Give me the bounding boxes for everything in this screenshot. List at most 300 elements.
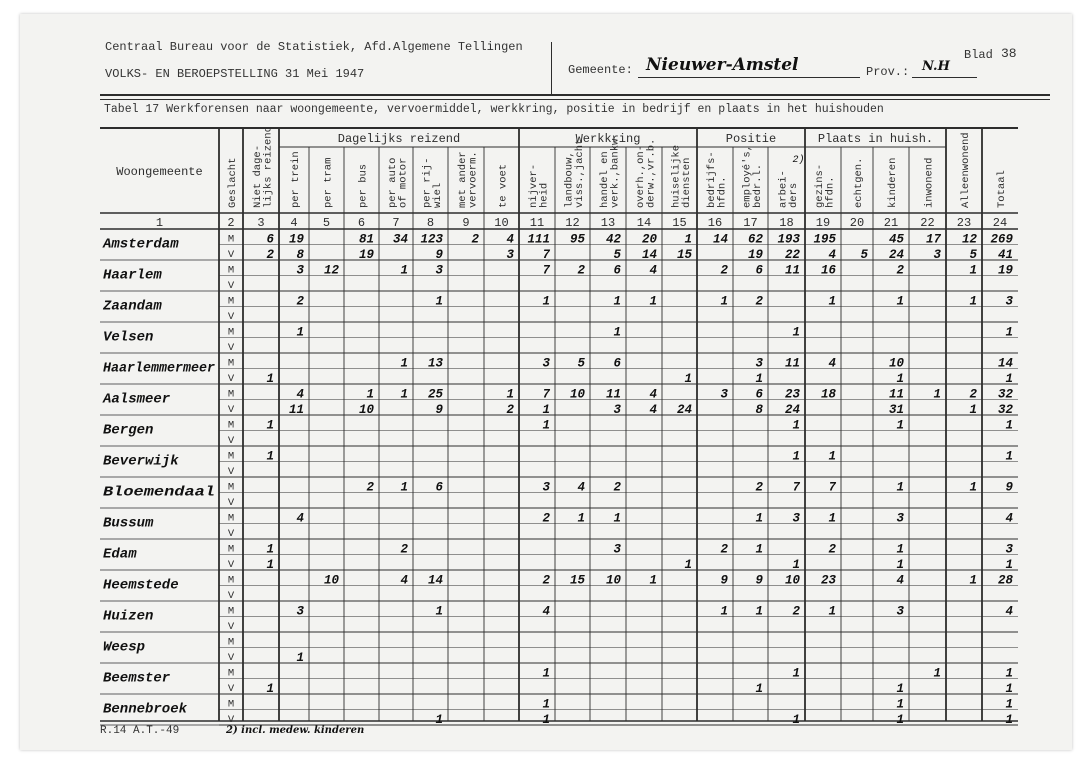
cell-4-m-col24: 14 [997,356,1013,371]
cell-9-m-col19: 1 [828,511,836,526]
cell-8-m-col24: 9 [1005,480,1013,495]
cell-0-v-col19: 4 [828,248,836,262]
column-number-15: 15 [672,216,687,230]
cell-4-v-col15: 1 [684,372,692,386]
column-header-7-line-1: per auto [386,157,399,208]
cell-0-v-col14: 14 [641,248,657,262]
cell-5-v-col15: 24 [676,403,692,417]
cell-4-m-col7: 1 [400,356,408,371]
column-number-2: 2 [227,216,235,230]
cell-8-m-col11: 3 [542,480,550,495]
form-code: R.14 A.T.-49 [100,725,180,737]
sex-label-m-3: M [227,326,235,339]
cell-10-v-col3: 1 [266,558,274,572]
sex-label-m-8: M [227,481,235,494]
cell-11-m-col5: 10 [323,573,339,588]
cell-5-v-col6: 10 [358,403,374,417]
cell-3-m-col4: 1 [296,325,304,340]
cell-1-m-col5: 12 [323,263,339,278]
cell-14-m-col18: 1 [792,666,800,681]
sex-label-m-15: M [227,698,235,711]
woongemeente-15: Bennebroek [103,701,188,718]
cell-4-m-col18: 11 [784,356,800,371]
cell-8-m-col7: 1 [400,480,408,495]
cell-11-m-col13: 10 [605,573,621,588]
cell-0-m-col4: 19 [288,232,304,247]
cell-11-m-col17: 9 [755,573,763,588]
cell-0-v-col13: 5 [613,248,621,262]
cell-11-m-col12: 15 [569,573,585,588]
cell-14-v-col24: 1 [1005,682,1013,696]
cell-2-m-col8: 1 [435,294,443,309]
column-header-18-line-2: ders [787,182,800,208]
cell-0-m-col22: 17 [925,232,941,247]
sex-label-m-2: M [227,295,235,308]
column-number-4: 4 [290,216,298,230]
cell-14-m-col22: 1 [933,666,941,681]
cell-11-m-col21: 4 [896,573,904,588]
cell-5-m-col17: 6 [755,387,763,402]
cell-5-m-col10: 1 [506,387,514,402]
cell-0-v-col23: 5 [969,248,977,262]
cell-10-m-col21: 1 [896,542,904,557]
cell-11-m-col19: 23 [820,573,836,588]
cell-0-m-col23: 12 [961,232,977,247]
cell-9-m-col18: 3 [792,511,800,526]
sex-label-m-1: M [227,264,235,277]
cell-12-m-col24: 4 [1005,604,1013,619]
cell-4-m-col13: 6 [613,356,621,371]
cell-5-m-col23: 2 [969,387,977,402]
cell-0-v-col21: 24 [888,248,904,262]
column-number-18: 18 [779,216,794,230]
cell-5-m-col13: 11 [605,387,621,402]
column-number-22: 22 [920,216,935,230]
prov-value: N.H [922,59,950,74]
cell-5-m-col16: 3 [720,387,728,402]
cell-0-m-col9: 2 [471,232,479,247]
cell-8-m-col6: 2 [366,480,374,495]
cell-11-m-col18: 10 [784,573,800,588]
cell-6-m-col18: 1 [792,418,800,433]
cell-2-m-col13: 1 [613,294,621,309]
column-header-7-line-2: of motor [397,157,410,208]
cell-0-v-col8: 9 [435,248,443,262]
sex-label-v-1: V [227,280,235,292]
group-label-werkkring: Werkkring [575,132,641,146]
sex-label-v-7: V [227,466,235,478]
cell-5-m-col19: 18 [820,387,836,402]
cell-5-v-col23: 1 [969,403,977,417]
blad-label: Blad [964,48,993,62]
woongemeente-7: Beverwijk [103,453,179,470]
column-header-19-line-1: gezins- [813,163,826,208]
cell-11-m-col7: 4 [400,573,408,588]
column-header-8-line-2: wiel [431,182,444,208]
cell-8-m-col19: 7 [828,480,836,495]
column-header-4-line-1: per trein [290,151,302,208]
cell-9-m-col11: 2 [542,511,550,526]
cell-5-v-col4: 11 [288,403,304,417]
sex-label-v-14: V [227,683,235,695]
cell-2-m-col23: 1 [969,294,977,309]
cell-10-m-col7: 2 [400,542,408,557]
cell-4-v-col3: 1 [266,372,274,386]
cell-1-m-col19: 16 [820,263,836,278]
cell-0-m-col12: 95 [569,232,585,247]
cell-10-m-col3: 1 [266,542,274,557]
cell-2-m-col19: 1 [828,294,836,309]
cell-1-m-col7: 1 [400,263,408,278]
cell-5-v-col21: 31 [888,403,904,417]
cell-12-m-col21: 3 [896,604,904,619]
column-header-18-mark: 2) [792,155,805,166]
column-header-15-line-2: diensten [680,157,693,208]
column-header-22-line-1: inwonend [923,157,936,208]
column-header-15-line-1: huiselijke [670,144,683,208]
sex-label-v-10: V [227,559,235,571]
sex-label-m-11: M [227,574,235,587]
cell-2-m-col14: 1 [649,294,657,309]
sex-label-v-8: V [227,497,235,509]
cell-8-m-col8: 6 [435,480,443,495]
column-number-5: 5 [322,216,331,230]
cell-1-m-col24: 19 [997,263,1013,278]
cell-15-v-col24: 1 [1005,713,1013,727]
cell-14-v-col21: 1 [896,682,904,696]
cell-10-m-col13: 3 [613,542,621,557]
sex-label-m-9: M [227,512,235,525]
sex-label-m-7: M [227,450,235,463]
cell-15-m-col11: 1 [542,697,550,712]
census-title: VOLKS- EN BEROEPSTELLING 31 Mei 1947 [105,67,365,81]
cell-10-v-col24: 1 [1005,558,1013,572]
group-label-plaats: Plaats in huish. [817,132,934,146]
cell-11-m-col11: 2 [542,573,550,588]
sex-label-m-13: M [227,636,235,649]
woongemeente-6: Bergen [103,422,154,439]
column-header-10-line-1: te voet [497,163,510,208]
cell-7-m-col24: 1 [1005,449,1013,464]
column-number-21: 21 [883,216,899,230]
column-number-6: 6 [357,216,366,230]
column-header-9-line-2: vervoerm. [467,151,480,208]
column-number-23: 23 [956,216,972,230]
woongemeente-10: Edam [103,546,137,563]
sex-label-v-2: V [227,311,235,323]
cell-0-m-col18: 193 [777,232,800,247]
cell-12-m-col16: 1 [720,604,728,619]
column-header-17-line-1: employé's, [741,144,754,208]
column-header-6-line-1: per bus [357,163,370,208]
column-header-14-line-1: overh.,on- [634,144,647,208]
sex-label-m-10: M [227,543,235,556]
cell-0-m-col19: 195 [813,232,836,247]
column-header-12-line-1: landbouw, [563,151,576,208]
cell-14-m-col24: 1 [1005,666,1013,681]
cell-0-v-col15: 15 [676,248,692,262]
cell-8-m-col17: 2 [755,480,763,495]
cell-9-m-col17: 1 [755,511,763,526]
woongemeente-11: Heemstede [103,577,179,594]
cell-3-m-col18: 1 [792,325,800,340]
cell-4-m-col11: 3 [542,356,550,371]
cell-12-m-col19: 1 [828,604,836,619]
cell-0-v-col17: 19 [747,248,763,262]
column-number-9: 9 [462,216,470,230]
cell-0-m-col11: 111 [527,232,550,247]
cell-0-v-col18: 22 [784,248,800,262]
cell-10-v-col21: 1 [896,558,904,572]
cell-10-m-col16: 2 [720,542,728,557]
column-header-23-line-1: Alleenwonend [960,132,972,208]
cell-5-m-col14: 4 [649,387,657,402]
cell-5-m-col4: 4 [296,387,304,402]
column-number-12: 12 [565,216,580,230]
cell-0-m-col7: 34 [392,232,408,247]
cell-0-v-col11: 7 [542,248,550,262]
table-title: Tabel 17 Werkforensen naar woongemeente, vervoermiddel, werkkring, positie in bedrijf en plaats in het huishouden [104,103,884,116]
cell-15-v-col21: 1 [896,713,904,727]
column-header-12-line-2: viss.,jacht [573,138,586,208]
cell-4-m-col21: 10 [888,356,904,371]
column-header-11-line-1: nijver- [527,163,540,208]
cell-8-m-col21: 1 [896,480,904,495]
bureau-line: Centraal Bureau voor de Statistiek, Afd.Algemene Tellingen [105,40,523,54]
cell-5-m-col24: 32 [997,387,1013,402]
cell-2-m-col21: 1 [896,294,904,309]
sex-label-v-9: V [227,528,235,540]
column-number-20: 20 [849,216,865,230]
cell-5-v-col17: 8 [755,403,763,417]
cell-6-m-col3: 1 [266,418,274,433]
woongemeente-1: Haarlem [103,267,162,284]
cell-0-m-col14: 20 [641,232,657,247]
column-number-14: 14 [636,216,652,230]
cell-6-m-col11: 1 [542,418,550,433]
column-number-10: 10 [494,216,509,230]
sex-label-v-5: V [227,404,235,416]
cell-9-m-col21: 3 [896,511,904,526]
cell-6-m-col21: 1 [896,418,904,433]
cell-15-v-col18: 1 [792,713,800,727]
cell-1-m-col14: 4 [649,263,657,278]
cell-0-v-col10: 3 [506,248,514,262]
cell-0-v-col3: 2 [266,248,274,262]
woongemeente-2: Zaandam [103,298,162,315]
column-header-16-line-1: bedrijfs- [705,151,718,208]
column-header-14-line-2: derw.,vr.b. [645,138,658,208]
cell-0-v-col6: 19 [358,248,374,262]
column-header-2-line-1: Geslacht [227,157,239,208]
footnote: 2) incl. medew. kinderen [226,725,365,736]
cell-5-v-col14: 4 [649,403,657,417]
cell-5-v-col11: 1 [542,403,550,417]
column-number-8: 8 [426,216,435,230]
sex-label-v-11: V [227,590,235,602]
cell-12-m-col4: 3 [296,604,304,619]
column-header-16-line-2: hfdn. [716,176,729,208]
cell-0-m-col24: 269 [990,232,1013,247]
cell-0-v-col24: 41 [997,248,1013,262]
cell-5-v-col13: 3 [613,403,621,417]
column-number-1: 1 [155,216,164,230]
cell-12-m-col17: 1 [755,604,763,619]
sex-label-v-13: V [227,652,235,664]
column-header-17-line-2: bedr.l. [751,163,764,208]
column-header-20-line-1: echtgen. [853,157,865,208]
cell-12-m-col11: 4 [542,604,550,619]
cell-4-m-col19: 4 [828,356,836,371]
column-number-13: 13 [600,216,616,230]
cell-3-m-col13: 1 [613,325,621,340]
cell-4-m-col17: 3 [755,356,763,371]
column-header-21-line-1: kinderen [887,157,899,208]
cell-10-v-col15: 1 [684,558,692,572]
sex-label-v-4: V [227,373,235,385]
cell-4-v-col17: 1 [755,372,763,386]
cell-5-m-col11: 7 [542,387,550,402]
cell-0-m-col16: 14 [712,232,728,247]
cell-5-v-col24: 32 [997,403,1013,417]
cell-15-m-col24: 1 [1005,697,1013,712]
cell-14-v-col17: 1 [755,682,763,696]
column-number-7: 7 [392,216,400,230]
cell-4-v-col24: 1 [1005,372,1013,386]
column-header-13-line-1: handel en [598,151,611,208]
cell-2-m-col24: 3 [1005,294,1013,309]
column-number-11: 11 [529,216,545,230]
group-label-positie: Positie [725,132,777,146]
cell-5-m-col22: 1 [933,387,941,402]
cell-1-m-col12: 2 [577,263,585,278]
cell-1-m-col8: 3 [435,263,443,278]
cell-2-m-col4: 2 [296,294,304,309]
cell-6-m-col24: 1 [1005,418,1013,433]
cell-2-m-col11: 1 [542,294,550,309]
cell-2-m-col16: 1 [720,294,728,309]
cell-8-m-col13: 2 [613,480,621,495]
column-number-24: 24 [992,216,1008,230]
cell-0-v-col20: 5 [860,248,868,262]
column-header-19-line-2: hfdn. [824,176,837,208]
cell-8-m-col18: 7 [792,480,800,495]
cell-0-m-col17: 62 [747,232,763,247]
cell-0-m-col21: 45 [888,232,904,247]
cell-5-v-col18: 24 [784,403,800,417]
woongemeente-3: Velsen [103,329,154,346]
cell-1-m-col23: 1 [969,263,977,278]
cell-5-m-col18: 23 [784,387,800,402]
cell-14-m-col11: 1 [542,666,550,681]
sex-label-v-12: V [227,621,235,633]
prov-label: Prov.: [866,65,910,79]
cell-1-m-col17: 6 [755,263,763,278]
cell-12-m-col18: 2 [792,604,800,619]
sex-label-v-15: V [227,714,235,726]
cell-7-m-col19: 1 [828,449,836,464]
cell-3-m-col24: 1 [1005,325,1013,340]
cell-1-m-col16: 2 [720,263,728,278]
blad-value: 38 [1001,46,1017,61]
woongemeente-12: Huizen [103,608,154,625]
cell-9-m-col4: 4 [296,511,304,526]
cell-9-m-col24: 4 [1005,511,1013,526]
sex-label-m-12: M [227,605,235,618]
column-header-3-line-1: Niet dage- [251,144,264,208]
column-number-17: 17 [743,216,758,230]
cell-11-m-col23: 1 [969,573,977,588]
cell-5-v-col10: 2 [506,403,514,417]
sex-label-m-0: M [227,233,235,246]
column-header-8-line-1: per rij- [421,157,434,208]
cell-0-v-col4: 8 [296,248,304,262]
cell-13-v-col4: 1 [296,651,304,665]
woongemeente-4: Haarlemmermeer [103,360,216,377]
cell-12-m-col8: 1 [435,604,443,619]
cell-11-m-col16: 9 [720,573,728,588]
cell-11-m-col24: 28 [997,573,1013,588]
cell-0-m-col10: 4 [506,232,514,247]
cell-1-m-col21: 2 [896,263,904,278]
cell-9-m-col12: 1 [577,511,585,526]
cell-1-m-col13: 6 [613,263,621,278]
cell-9-m-col13: 1 [613,511,621,526]
column-header-18-line-1: arbei- [777,170,790,208]
column-number-3: 3 [257,216,265,230]
cell-0-m-col8: 123 [420,232,443,247]
cell-5-v-col8: 9 [435,403,443,417]
woongemeente-5: Aalsmeer [103,391,171,408]
sex-label-v-6: V [227,435,235,447]
cell-10-m-col24: 3 [1005,542,1013,557]
column-header-5-line-1: per tram [322,157,335,208]
cell-5-m-col7: 1 [400,387,408,402]
woongemeente-14: Beemster [103,670,171,687]
cell-15-v-col8: 1 [435,713,443,727]
cell-14-v-col3: 1 [266,682,274,696]
cell-1-m-col11: 7 [542,263,550,278]
cell-5-m-col12: 10 [569,387,585,402]
cell-0-m-col6: 81 [358,232,374,247]
cell-4-m-col8: 13 [427,356,443,371]
cell-15-v-col11: 1 [542,713,550,727]
sex-label-m-6: M [227,419,235,432]
gemeente-label: Gemeente: [568,63,633,77]
cell-7-m-col3: 1 [266,449,274,464]
sex-label-m-4: M [227,357,235,370]
column-header-24-line-1: Totaal [996,170,1008,208]
cell-2-m-col17: 2 [755,294,763,309]
cell-11-m-col14: 1 [649,573,657,588]
cell-0-m-col13: 42 [605,232,621,247]
sex-label-m-5: M [227,388,235,401]
cell-5-m-col21: 11 [888,387,904,402]
column-header-11-line-2: heid [538,182,551,208]
cell-1-m-col4: 3 [296,263,304,278]
cell-8-m-col23: 1 [969,480,977,495]
column-number-16: 16 [707,216,723,230]
sex-label-v-0: V [227,249,235,261]
cell-8-m-col12: 4 [577,480,585,495]
column-header-13-line-2: verk.,bankw [609,138,622,208]
cell-0-v-col22: 3 [933,248,941,262]
cell-7-m-col18: 1 [792,449,800,464]
woongemeente-8: Bloemendaal [103,484,215,501]
cell-1-m-col18: 11 [784,263,800,278]
cell-4-v-col21: 1 [896,372,904,386]
woongemeente-9: Bussum [103,515,154,532]
